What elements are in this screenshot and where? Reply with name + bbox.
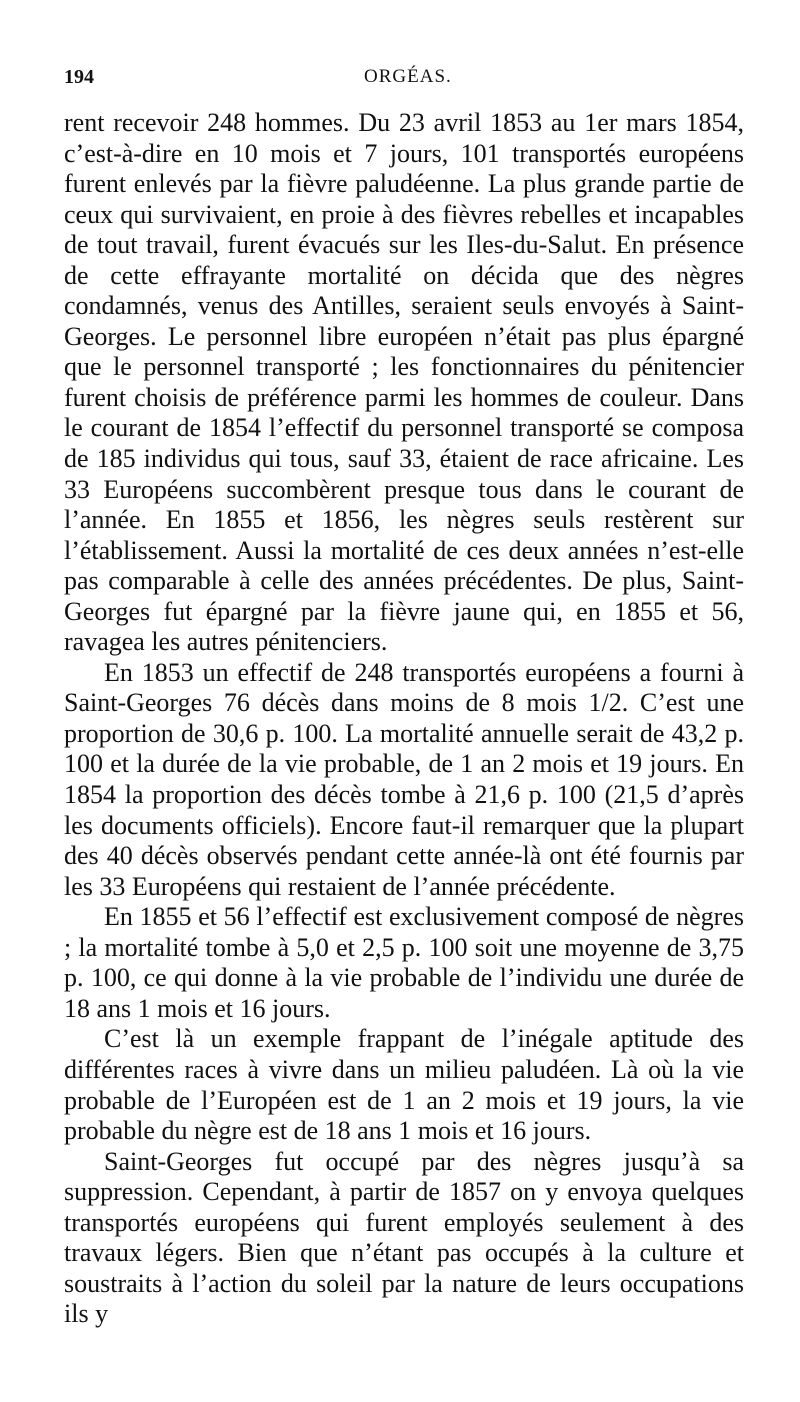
page-number: 194 (64, 66, 94, 88)
running-head (64, 66, 744, 96)
paragraph-4: C’est là un exemple frappant de l’inégale aptitude des différentes races à vivre dans un milieu paludéen. Là où la vie probable de l’Européen est de 1 an 2 mois et 19 jours, la vie probable du nègre est de 18 ans 1 mois et 16 jours. (64, 1024, 744, 1146)
paragraph-5: Saint-Georges fut occupé par des nègres jusqu’à sa suppression. Cependant, à partir de 1857 on y envoya quelques transportés européens qui furent employés seulement à des travaux légers. Bien que n’étant pas occupés à la culture et soustraits à l’action du soleil par la nature de leurs occupations ils y (64, 1146, 744, 1329)
running-title: ORGÉAS. (364, 66, 452, 87)
paragraph-1: rent recevoir 248 hommes. Du 23 avril 1853 au 1er mars 1854, c’est-à-dire en 10 mois et 7 jours, 101 transportés européens furent enlevés par la fièvre paludéenne. La plus grande partie de ceux qui survivaient, en proie à des fièvres rebelles et incapables de tout travail, furent évacués sur les Iles-du-Salut. En présence de cette effrayante mortalité on décida que des nègres condamnés, venus des Antilles, seraient seuls envoyés à Saint-Georges. Le personnel libre européen n’était pas plus épargné que le personnel transporté ; les fonctionnaires du pénitencier furent choisis de préférence parmi les hommes de couleur. Dans le courant de 1854 l’effectif du personnel transporté se composa de 185 individus qui tous, sauf 33, étaient de race africaine. Les 33 Européens succombèrent presque tous dans le courant de l’année. En 1855 et 1856, les nègres seuls restèrent sur l’établissement. Aussi la mortalité de ces deux années n’est-elle pas comparable à celle des années précédentes. De plus, Saint-Georges fut épargné par la fièvre jaune qui, en 1855 et 56, ravagea les autres pénitenciers. (64, 108, 744, 657)
paragraph-2: En 1853 un effectif de 248 transportés européens a fourni à Saint-Georges 76 décès dans moins de 8 mois 1/2. C’est une proportion de 30,6 p. 100. La mortalité annuelle serait de 43,2 p. 100 et la durée de la vie probable, de 1 an 2 mois et 19 jours. En 1854 la proportion des décès tombe à 21,6 p. 100 (21,5 d’après les documents officiels). Encore faut-il remarquer que la plupart des 40 décès observés pendant cette année-là ont été fournis par les 33 Européens qui restaient de l’année précédente. (64, 657, 744, 901)
paragraph-3: En 1855 et 56 l’effectif est exclusivement composé de nègres ; la mortalité tombe à 5,0 et 2,5 p. 100 soit une moyenne de 3,75 p. 100, ce qui donne à la vie probable de l’individu une durée de 18 ans 1 mois et 16 jours. (64, 902, 744, 1023)
body-text (64, 108, 744, 1330)
